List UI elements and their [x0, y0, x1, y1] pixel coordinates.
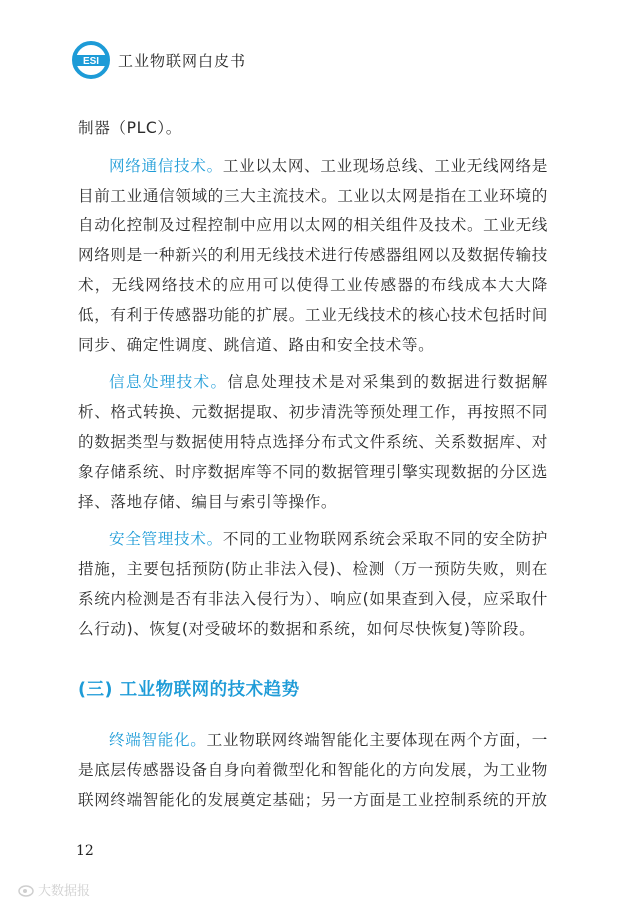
body-content: [78, 114, 548, 645]
paragraph-terminal: [78, 726, 548, 815]
watermark: [18, 880, 90, 899]
weibo-icon: [18, 883, 34, 897]
intro-line: 制器（PLC）。: [78, 119, 182, 137]
paragraph-text: 工业物联网终端智能化主要体现在两个方面，一是底层传感器设备自身向着微型化和智能化的方向发展，为工业物联网终端智能化的发展奠定基础；另一方面是工业控制系统的开放: [78, 731, 548, 809]
term-security: 安全管理技术。: [109, 530, 223, 549]
watermark-text: 大数据报: [38, 884, 91, 899]
logo-text: ESI: [82, 56, 100, 67]
section-content: [78, 726, 548, 815]
term-info-processing: 信息处理技术。: [109, 373, 228, 392]
page-number: 12: [76, 843, 94, 859]
term-network: 网络通信技术。: [109, 156, 223, 175]
paragraph-text: 信息处理技术是对采集到的数据进行数据解析、格式转换、元数据提取、初步清洗等预处理工作，再按照不同的数据类型与数据使用特点选择分布式文件系统、关系数据库、对象存储系统、时序数据库等不同的数据管理引擎实现数据的分区选择、落地存储、编目与索引等操作。: [78, 373, 548, 511]
paragraph-network: [78, 152, 548, 361]
paragraph-text: 不同的工业物联网系统会采取不同的安全防护措施，主要包括预防(防止非法入侵)、检测（万一预防失败，则在系统内检测是否有非法入侵行为）、响应(如果查到入侵，应采取什么行动)、恢复(对受破坏的数据和系统，如何尽快恢复)等阶段。: [78, 530, 548, 638]
paragraph-security: [78, 525, 548, 644]
header-title: 工业物联网白皮书: [118, 51, 247, 70]
paragraph-text: 工业以太网、工业现场总线、工业无线网络是目前工业通信领域的三大主流技术。工业以太网是指在工业环境的自动化控制及过程控制中应用以太网的相关组件及技术。工业无线网络则是一种新兴的利用无线技术进行传感器组网以及数据传输技术，无线网络技术的应用可以使得工业传感器的布线成本大大降低，有利于传感器功能的扩展。工业无线技术的核心技术包括时间同步、确定性调度、跳信道、路由和安全技术等。: [78, 156, 548, 354]
page-header: [72, 40, 246, 80]
section-heading: (三) 工业物联网的技术趋势: [78, 680, 300, 700]
esi-logo: [72, 41, 110, 79]
paragraph-info-processing: [78, 368, 548, 517]
term-terminal: 终端智能化。: [109, 731, 207, 749]
